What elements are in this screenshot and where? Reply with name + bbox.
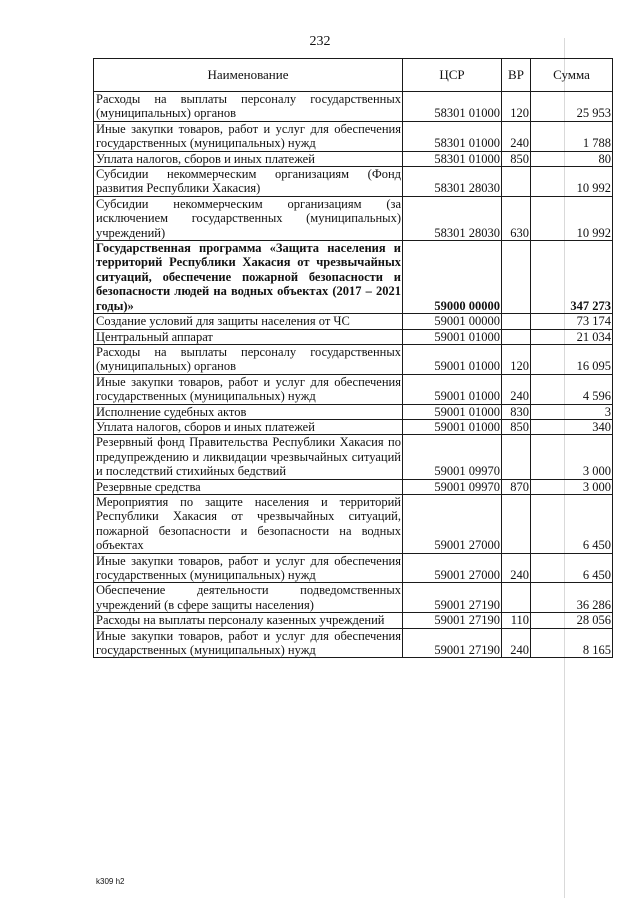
- cell-vr: [502, 241, 531, 314]
- cell-csr: 58301 01000: [403, 121, 502, 151]
- cell-csr: 59001 00000: [403, 314, 502, 329]
- cell-csr: 59001 09970: [403, 435, 502, 479]
- cell-csr: 58301 01000: [403, 92, 502, 122]
- cell-name: Расходы на выплаты персоналу государственных (муниципальных) органов: [94, 344, 403, 374]
- table-row: [94, 196, 613, 240]
- cell-sum: 36 286: [531, 583, 613, 613]
- table-row: [94, 241, 613, 314]
- cell-sum: 340: [531, 419, 613, 434]
- cell-vr: 870: [502, 479, 531, 494]
- table-row: [94, 121, 613, 151]
- cell-vr: [502, 329, 531, 344]
- cell-vr: 830: [502, 404, 531, 419]
- cell-name: Исполнение судебных актов: [94, 404, 403, 419]
- table-row: [94, 419, 613, 434]
- cell-name: Субсидии некоммерческим организациям (Фонд развития Республики Хакасия): [94, 167, 403, 197]
- cell-sum: 10 992: [531, 196, 613, 240]
- cell-sum: 6 450: [531, 494, 613, 553]
- cell-sum: 73 174: [531, 314, 613, 329]
- cell-csr: 59000 00000: [403, 241, 502, 314]
- cell-csr: 59001 27190: [403, 628, 502, 658]
- table-row: [94, 553, 613, 583]
- table-row: [94, 479, 613, 494]
- cell-vr: [502, 435, 531, 479]
- cell-sum: 347 273: [531, 241, 613, 314]
- cell-csr: 58301 01000: [403, 151, 502, 166]
- cell-csr: 59001 01000: [403, 344, 502, 374]
- budget-table-container: [93, 58, 613, 658]
- cell-sum: 4 596: [531, 374, 613, 404]
- cell-name: Центральный аппарат: [94, 329, 403, 344]
- cell-csr: 59001 01000: [403, 404, 502, 419]
- cell-csr: 59001 01000: [403, 374, 502, 404]
- footer-code: k309 h2: [96, 877, 125, 886]
- cell-vr: [502, 494, 531, 553]
- cell-name: Уплата налогов, сборов и иных платежей: [94, 151, 403, 166]
- cell-sum: 25 953: [531, 92, 613, 122]
- cell-csr: 59001 01000: [403, 419, 502, 434]
- cell-vr: 630: [502, 196, 531, 240]
- cell-sum: 3 000: [531, 479, 613, 494]
- cell-sum: 8 165: [531, 628, 613, 658]
- cell-vr: 120: [502, 92, 531, 122]
- header-vr: ВР: [502, 59, 531, 92]
- cell-vr: 240: [502, 628, 531, 658]
- cell-sum: 80: [531, 151, 613, 166]
- cell-vr: 120: [502, 344, 531, 374]
- cell-vr: 850: [502, 419, 531, 434]
- header-sum: Сумма: [531, 59, 613, 92]
- cell-name: Уплата налогов, сборов и иных платежей: [94, 419, 403, 434]
- cell-name: Иные закупки товаров, работ и услуг для обеспечения государственных (муниципальных) нужд: [94, 628, 403, 658]
- table-row: [94, 494, 613, 553]
- cell-sum: 16 095: [531, 344, 613, 374]
- cell-vr: [502, 583, 531, 613]
- cell-csr: 59001 27190: [403, 583, 502, 613]
- cell-name: Субсидии некоммерческим организациям (за исключением государственных (муниципальных) учреждений): [94, 196, 403, 240]
- cell-vr: [502, 167, 531, 197]
- table-row: [94, 583, 613, 613]
- cell-csr: 58301 28030: [403, 167, 502, 197]
- table-row: [94, 613, 613, 628]
- cell-csr: 59001 27000: [403, 494, 502, 553]
- cell-name: Создание условий для защиты населения от ЧС: [94, 314, 403, 329]
- budget-table: [93, 58, 613, 658]
- cell-csr: 59001 09970: [403, 479, 502, 494]
- cell-csr: 58301 28030: [403, 196, 502, 240]
- table-row: [94, 167, 613, 197]
- cell-sum: 6 450: [531, 553, 613, 583]
- table-row: [94, 344, 613, 374]
- cell-name: Мероприятия по защите населения и территорий Республики Хакасия от чрезвычайных ситуаций, пожарной безопасности и безопасности на водных объектах: [94, 494, 403, 553]
- cell-name: Иные закупки товаров, работ и услуг для обеспечения государственных (муниципальных) нужд: [94, 121, 403, 151]
- cell-csr: 59001 01000: [403, 329, 502, 344]
- cell-sum: 3 000: [531, 435, 613, 479]
- cell-vr: 240: [502, 121, 531, 151]
- table-header-row: [94, 59, 613, 92]
- cell-vr: 240: [502, 374, 531, 404]
- table-body: [94, 92, 613, 658]
- cell-vr: 850: [502, 151, 531, 166]
- cell-name: Расходы на выплаты персоналу государственных (муниципальных) органов: [94, 92, 403, 122]
- cell-name: Иные закупки товаров, работ и услуг для обеспечения государственных (муниципальных) нужд: [94, 553, 403, 583]
- table-row: [94, 151, 613, 166]
- cell-name: Резервные средства: [94, 479, 403, 494]
- cell-sum: 1 788: [531, 121, 613, 151]
- cell-vr: 240: [502, 553, 531, 583]
- cell-csr: 59001 27000: [403, 553, 502, 583]
- cell-sum: 28 056: [531, 613, 613, 628]
- cell-csr: 59001 27190: [403, 613, 502, 628]
- table-row: [94, 435, 613, 479]
- cell-name: Расходы на выплаты персоналу казенных учреждений: [94, 613, 403, 628]
- cell-vr: 110: [502, 613, 531, 628]
- table-row: [94, 628, 613, 658]
- table-row: [94, 314, 613, 329]
- table-row: [94, 92, 613, 122]
- cell-name: Обеспечение деятельности подведомственных учреждений (в сфере защиты населения): [94, 583, 403, 613]
- cell-name: Резервный фонд Правительства Республики Хакасия по предупреждению и ликвидации чрезвычайных ситуаций и последствий стихийных бедствий: [94, 435, 403, 479]
- header-csr: ЦСР: [403, 59, 502, 92]
- cell-name: Государственная программа «Защита населения и территорий Республики Хакасия от чрезвычайных ситуаций, обеспечение пожарной безопасности и безопасности людей на водных объектах (2017 – 2021 годы)»: [94, 241, 403, 314]
- cell-name: Иные закупки товаров, работ и услуг для обеспечения государственных (муниципальных) нужд: [94, 374, 403, 404]
- page-number: 232: [309, 34, 331, 49]
- table-row: [94, 329, 613, 344]
- table-row: [94, 374, 613, 404]
- cell-sum: 3: [531, 404, 613, 419]
- header-name: Наименование: [94, 59, 403, 92]
- table-row: [94, 404, 613, 419]
- cell-sum: 10 992: [531, 167, 613, 197]
- cell-sum: 21 034: [531, 329, 613, 344]
- cell-vr: [502, 314, 531, 329]
